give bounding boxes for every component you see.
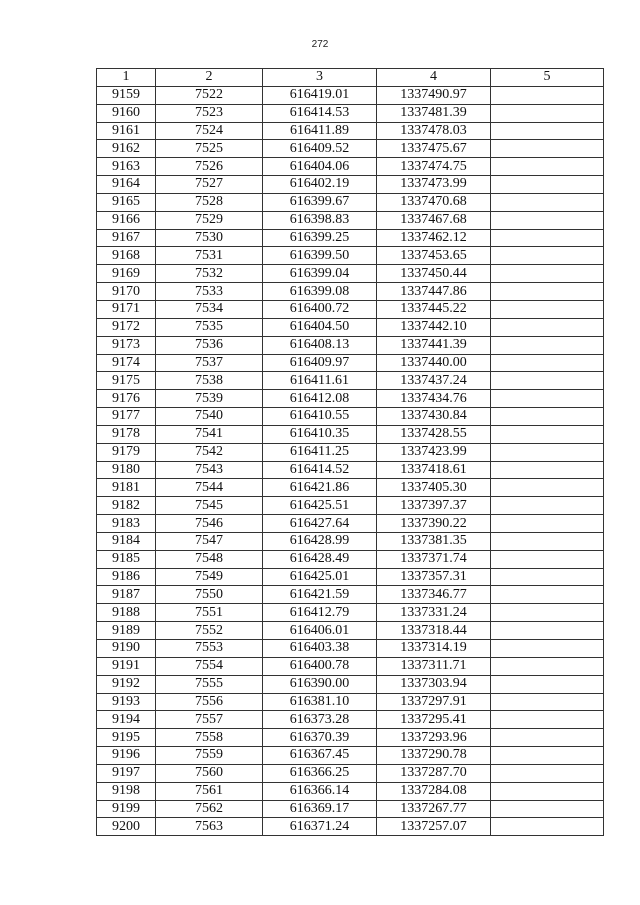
table-cell-col-3: 616409.52: [263, 140, 377, 158]
table-cell-col-2: 7552: [156, 622, 263, 640]
table-cell-col-3: 616366.25: [263, 764, 377, 782]
table-cell-col-3: 616399.08: [263, 283, 377, 301]
coordinates-table: [96, 68, 604, 836]
table-row: [97, 532, 604, 550]
table-cell-col-2: 7559: [156, 747, 263, 765]
table-row: [97, 158, 604, 176]
page-number: 272: [311, 39, 329, 50]
table-cell-col-2: 7537: [156, 354, 263, 372]
table-cell-col-5: [491, 515, 604, 533]
table-cell-col-5: [491, 425, 604, 443]
table-cell-col-3: 616427.64: [263, 515, 377, 533]
table-cell-col-4: 1337437.24: [377, 372, 491, 390]
table-row: [97, 211, 604, 229]
table-cell-col-3: 616399.50: [263, 247, 377, 265]
table-cell-col-2: 7549: [156, 568, 263, 586]
table-row: [97, 711, 604, 729]
table-row: [97, 622, 604, 640]
table-cell-col-2: 7555: [156, 675, 263, 693]
table-cell-col-5: [491, 158, 604, 176]
table-cell-col-5: [491, 354, 604, 372]
table-cell-col-2: 7543: [156, 461, 263, 479]
table-cell-col-1: 9170: [97, 283, 156, 301]
table-cell-col-2: 7532: [156, 265, 263, 283]
table-row: [97, 604, 604, 622]
table-cell-col-3: 616406.01: [263, 622, 377, 640]
table-cell-col-5: [491, 247, 604, 265]
table-cell-col-5: [491, 622, 604, 640]
table-cell-col-4: 1337318.44: [377, 622, 491, 640]
table-cell-col-3: 616366.14: [263, 782, 377, 800]
table-row: [97, 318, 604, 336]
table-cell-col-5: [491, 211, 604, 229]
table-cell-col-4: 1337434.76: [377, 390, 491, 408]
table-row: [97, 782, 604, 800]
table-cell-col-1: 9176: [97, 390, 156, 408]
table-cell-col-3: 616402.19: [263, 176, 377, 194]
table-cell-col-1: 9163: [97, 158, 156, 176]
table-cell-col-2: 7548: [156, 550, 263, 568]
table-cell-col-1: 9191: [97, 657, 156, 675]
table-cell-col-4: 1337481.39: [377, 104, 491, 122]
table-row: [97, 640, 604, 658]
table-cell-col-3: 616400.78: [263, 657, 377, 675]
table-cell-col-2: 7550: [156, 586, 263, 604]
table-row: [97, 104, 604, 122]
table-cell-col-1: 9182: [97, 497, 156, 515]
table-cell-col-1: 9200: [97, 818, 156, 836]
table-row: [97, 176, 604, 194]
table-cell-col-4: 1337462.12: [377, 229, 491, 247]
table-cell-col-1: 9161: [97, 122, 156, 140]
table-cell-col-4: 1337295.41: [377, 711, 491, 729]
table-cell-col-4: 1337490.97: [377, 86, 491, 104]
table-row: [97, 300, 604, 318]
table-cell-col-4: 1337418.61: [377, 461, 491, 479]
table-cell-col-1: 9180: [97, 461, 156, 479]
table-cell-col-1: 9186: [97, 568, 156, 586]
table-cell-col-4: 1337428.55: [377, 425, 491, 443]
table-cell-col-5: [491, 443, 604, 461]
table-cell-col-4: 1337470.68: [377, 193, 491, 211]
table-row: [97, 86, 604, 104]
table-cell-col-1: 9183: [97, 515, 156, 533]
table-row: [97, 193, 604, 211]
table-cell-col-1: 9193: [97, 693, 156, 711]
table-row: [97, 408, 604, 426]
column-header-3: 3: [263, 69, 377, 87]
table-row: [97, 372, 604, 390]
table-cell-col-4: 1337284.08: [377, 782, 491, 800]
table-cell-col-4: 1337397.37: [377, 497, 491, 515]
table-cell-col-2: 7533: [156, 283, 263, 301]
table-cell-col-3: 616428.99: [263, 532, 377, 550]
table-row: [97, 586, 604, 604]
table-cell-col-4: 1337311.71: [377, 657, 491, 675]
table-cell-col-1: 9166: [97, 211, 156, 229]
table-cell-col-3: 616414.53: [263, 104, 377, 122]
table-cell-col-5: [491, 265, 604, 283]
table-row: [97, 479, 604, 497]
table-cell-col-1: 9175: [97, 372, 156, 390]
table-body: [97, 86, 604, 835]
table-cell-col-5: [491, 300, 604, 318]
table-cell-col-5: [491, 479, 604, 497]
table-cell-col-4: 1337257.07: [377, 818, 491, 836]
table-cell-col-5: [491, 390, 604, 408]
table-cell-col-1: 9192: [97, 675, 156, 693]
table-cell-col-3: 616371.24: [263, 818, 377, 836]
table-cell-col-1: 9162: [97, 140, 156, 158]
table-cell-col-4: 1337331.24: [377, 604, 491, 622]
table-cell-col-3: 616411.89: [263, 122, 377, 140]
table-cell-col-4: 1337405.30: [377, 479, 491, 497]
column-header-1: 1: [97, 69, 156, 87]
table-cell-col-5: [491, 657, 604, 675]
table-cell-col-1: 9197: [97, 764, 156, 782]
table-cell-col-4: 1337475.67: [377, 140, 491, 158]
table-cell-col-2: 7527: [156, 176, 263, 194]
table-cell-col-4: 1337297.91: [377, 693, 491, 711]
table-cell-col-5: [491, 568, 604, 586]
table-cell-col-3: 616400.72: [263, 300, 377, 318]
table-cell-col-5: [491, 586, 604, 604]
table-cell-col-2: 7554: [156, 657, 263, 675]
table-row: [97, 247, 604, 265]
table-cell-col-2: 7541: [156, 425, 263, 443]
table-cell-col-3: 616403.38: [263, 640, 377, 658]
table-cell-col-2: 7553: [156, 640, 263, 658]
table-row: [97, 122, 604, 140]
table-cell-col-2: 7536: [156, 336, 263, 354]
table-cell-col-1: 9173: [97, 336, 156, 354]
table-cell-col-4: 1337453.65: [377, 247, 491, 265]
table-cell-col-1: 9169: [97, 265, 156, 283]
table-cell-col-3: 616370.39: [263, 729, 377, 747]
table-cell-col-2: 7528: [156, 193, 263, 211]
table-cell-col-3: 616428.49: [263, 550, 377, 568]
table-cell-col-4: 1337390.22: [377, 515, 491, 533]
table-row: [97, 461, 604, 479]
table-cell-col-2: 7539: [156, 390, 263, 408]
table-cell-col-3: 616381.10: [263, 693, 377, 711]
table-cell-col-3: 616425.01: [263, 568, 377, 586]
table-cell-col-2: 7522: [156, 86, 263, 104]
table-cell-col-2: 7547: [156, 532, 263, 550]
table-cell-col-3: 616414.52: [263, 461, 377, 479]
table-cell-col-5: [491, 193, 604, 211]
table-cell-col-2: 7563: [156, 818, 263, 836]
table-cell-col-4: 1337441.39: [377, 336, 491, 354]
table-cell-col-1: 9167: [97, 229, 156, 247]
table-cell-col-1: 9168: [97, 247, 156, 265]
column-header-2: 2: [156, 69, 263, 87]
table-cell-col-5: [491, 604, 604, 622]
table-cell-col-4: 1337430.84: [377, 408, 491, 426]
table-cell-col-4: 1337440.00: [377, 354, 491, 372]
table-cell-col-5: [491, 283, 604, 301]
table-cell-col-3: 616419.01: [263, 86, 377, 104]
table-cell-col-2: 7540: [156, 408, 263, 426]
table-cell-col-2: 7531: [156, 247, 263, 265]
table-cell-col-5: [491, 782, 604, 800]
table-cell-col-2: 7551: [156, 604, 263, 622]
table-cell-col-1: 9187: [97, 586, 156, 604]
table-row: [97, 425, 604, 443]
table-cell-col-4: 1337474.75: [377, 158, 491, 176]
column-header-5: 5: [491, 69, 604, 87]
table-cell-col-2: 7544: [156, 479, 263, 497]
table-cell-col-1: 9189: [97, 622, 156, 640]
table-cell-col-4: 1337473.99: [377, 176, 491, 194]
table-cell-col-3: 616399.67: [263, 193, 377, 211]
table-cell-col-3: 616409.97: [263, 354, 377, 372]
table-cell-col-2: 7526: [156, 158, 263, 176]
header-row: [97, 69, 604, 87]
table-cell-col-3: 616421.59: [263, 586, 377, 604]
table-cell-col-1: 9195: [97, 729, 156, 747]
table-cell-col-3: 616399.25: [263, 229, 377, 247]
table-row: [97, 265, 604, 283]
table-cell-col-4: 1337447.86: [377, 283, 491, 301]
table-cell-col-3: 616425.51: [263, 497, 377, 515]
table-cell-col-3: 616404.06: [263, 158, 377, 176]
table-cell-col-5: [491, 764, 604, 782]
table-row: [97, 675, 604, 693]
table-row: [97, 140, 604, 158]
table-row: [97, 336, 604, 354]
table-cell-col-1: 9181: [97, 479, 156, 497]
table-row: [97, 764, 604, 782]
table-cell-col-5: [491, 318, 604, 336]
table-cell-col-3: 616367.45: [263, 747, 377, 765]
table-cell-col-3: 616390.00: [263, 675, 377, 693]
table-cell-col-5: [491, 497, 604, 515]
table-cell-col-3: 616399.04: [263, 265, 377, 283]
table-cell-col-2: 7562: [156, 800, 263, 818]
table-cell-col-4: 1337293.96: [377, 729, 491, 747]
table-cell-col-5: [491, 140, 604, 158]
table-row: [97, 390, 604, 408]
table-row: [97, 657, 604, 675]
table-cell-col-5: [491, 532, 604, 550]
table-cell-col-3: 616412.79: [263, 604, 377, 622]
table-cell-col-3: 616408.13: [263, 336, 377, 354]
table-row: [97, 283, 604, 301]
table-row: [97, 550, 604, 568]
table-cell-col-3: 616411.61: [263, 372, 377, 390]
table-cell-col-2: 7558: [156, 729, 263, 747]
table-row: [97, 443, 604, 461]
table-cell-col-5: [491, 675, 604, 693]
table-cell-col-3: 616398.83: [263, 211, 377, 229]
table-cell-col-2: 7545: [156, 497, 263, 515]
table-cell-col-2: 7524: [156, 122, 263, 140]
table-cell-col-4: 1337442.10: [377, 318, 491, 336]
table-cell-col-2: 7535: [156, 318, 263, 336]
table-row: [97, 229, 604, 247]
table-cell-col-3: 616410.35: [263, 425, 377, 443]
table-row: [97, 693, 604, 711]
table-cell-col-5: [491, 372, 604, 390]
table-cell-col-5: [491, 104, 604, 122]
table-cell-col-1: 9184: [97, 532, 156, 550]
table-cell-col-2: 7546: [156, 515, 263, 533]
table-cell-col-1: 9194: [97, 711, 156, 729]
table-cell-col-2: 7561: [156, 782, 263, 800]
table-cell-col-4: 1337371.74: [377, 550, 491, 568]
table-cell-col-1: 9172: [97, 318, 156, 336]
table-cell-col-1: 9159: [97, 86, 156, 104]
table-cell-col-2: 7530: [156, 229, 263, 247]
table-cell-col-4: 1337450.44: [377, 265, 491, 283]
table-cell-col-5: [491, 408, 604, 426]
table-cell-col-5: [491, 229, 604, 247]
table-cell-col-2: 7525: [156, 140, 263, 158]
table-cell-col-4: 1337287.70: [377, 764, 491, 782]
table-cell-col-5: [491, 800, 604, 818]
table-cell-col-5: [491, 176, 604, 194]
table-cell-col-2: 7529: [156, 211, 263, 229]
table-cell-col-5: [491, 336, 604, 354]
table-row: [97, 818, 604, 836]
table-cell-col-4: 1337303.94: [377, 675, 491, 693]
table-cell-col-4: 1337357.31: [377, 568, 491, 586]
table-cell-col-1: 9177: [97, 408, 156, 426]
table-cell-col-3: 616421.86: [263, 479, 377, 497]
table-cell-col-4: 1337478.03: [377, 122, 491, 140]
table-cell-col-2: 7556: [156, 693, 263, 711]
table-cell-col-4: 1337381.35: [377, 532, 491, 550]
table-row: [97, 747, 604, 765]
table-cell-col-1: 9198: [97, 782, 156, 800]
table-cell-col-5: [491, 122, 604, 140]
table-cell-col-4: 1337314.19: [377, 640, 491, 658]
table-cell-col-2: 7534: [156, 300, 263, 318]
table-cell-col-1: 9199: [97, 800, 156, 818]
table-cell-col-5: [491, 550, 604, 568]
table-cell-col-5: [491, 818, 604, 836]
table-cell-col-3: 616411.25: [263, 443, 377, 461]
table-cell-col-5: [491, 747, 604, 765]
table-cell-col-5: [491, 711, 604, 729]
table-cell-col-2: 7538: [156, 372, 263, 390]
table-cell-col-3: 616412.08: [263, 390, 377, 408]
table-cell-col-1: 9179: [97, 443, 156, 461]
table-cell-col-1: 9174: [97, 354, 156, 372]
table-header: [97, 69, 604, 87]
table-cell-col-4: 1337445.22: [377, 300, 491, 318]
table-cell-col-1: 9165: [97, 193, 156, 211]
table-cell-col-1: 9196: [97, 747, 156, 765]
table-cell-col-1: 9171: [97, 300, 156, 318]
table-cell-col-1: 9164: [97, 176, 156, 194]
table-cell-col-1: 9188: [97, 604, 156, 622]
table-cell-col-2: 7542: [156, 443, 263, 461]
table-cell-col-4: 1337267.77: [377, 800, 491, 818]
table-cell-col-3: 616410.55: [263, 408, 377, 426]
table-cell-col-1: 9178: [97, 425, 156, 443]
table-cell-col-4: 1337346.77: [377, 586, 491, 604]
table-cell-col-1: 9160: [97, 104, 156, 122]
table-cell-col-2: 7560: [156, 764, 263, 782]
table-cell-col-1: 9190: [97, 640, 156, 658]
table-cell-col-4: 1337467.68: [377, 211, 491, 229]
column-header-4: 4: [377, 69, 491, 87]
table-row: [97, 354, 604, 372]
table-cell-col-4: 1337423.99: [377, 443, 491, 461]
table-row: [97, 729, 604, 747]
table-cell-col-5: [491, 640, 604, 658]
table-cell-col-2: 7523: [156, 104, 263, 122]
table-cell-col-2: 7557: [156, 711, 263, 729]
table-row: [97, 800, 604, 818]
table-cell-col-3: 616404.50: [263, 318, 377, 336]
table-cell-col-3: 616369.17: [263, 800, 377, 818]
table-cell-col-1: 9185: [97, 550, 156, 568]
table-cell-col-5: [491, 693, 604, 711]
table-cell-col-5: [491, 86, 604, 104]
table-row: [97, 497, 604, 515]
table-row: [97, 568, 604, 586]
table-cell-col-3: 616373.28: [263, 711, 377, 729]
table-row: [97, 515, 604, 533]
table-cell-col-4: 1337290.78: [377, 747, 491, 765]
table-cell-col-5: [491, 729, 604, 747]
table-cell-col-5: [491, 461, 604, 479]
